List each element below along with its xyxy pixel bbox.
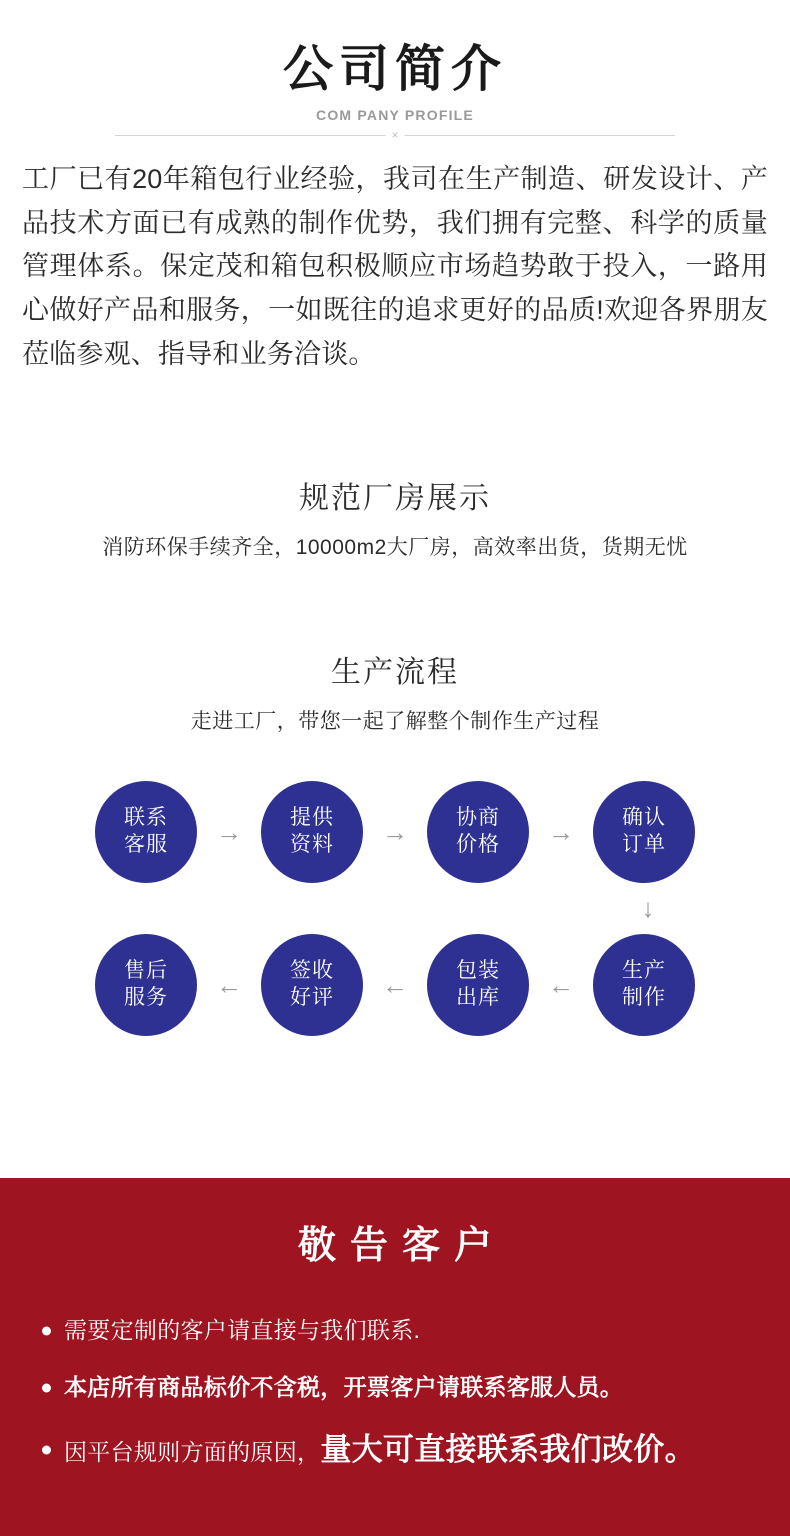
page-header <box>0 0 790 142</box>
notice-item-text: 需要定制的客户请直接与我们联系. <box>64 1317 421 1343</box>
flow-node-line2: 客服 <box>124 832 168 856</box>
customer-notice-banner <box>0 1178 790 1536</box>
notice-item-emphasis: 量大可直接联系我们改价。 <box>320 1432 696 1468</box>
company-intro-paragraph: 工厂已有20年箱包行业经验，我司在生产制造、研发设计、产品技术方面已有成熟的制作优势，我们拥有完整、科学的质量管理体系。保定茂和箱包积极顺应市场趋势敢于投入，一路用心做好产品和服务，一如既往的追求更好的品质!欢迎各界朋友莅临参观、指导和业务洽谈。 <box>22 164 768 369</box>
flow-node-line1: 提供 <box>290 806 334 830</box>
flow-node-pack-ship <box>427 934 529 1036</box>
divider-x-icon: × <box>385 128 404 142</box>
arrow-right-icon: → <box>548 816 574 847</box>
process-section <box>0 647 790 1036</box>
flow-row-top <box>95 781 695 883</box>
flow-node-negotiate-price <box>427 781 529 883</box>
flow-node-line2: 出库 <box>456 985 500 1009</box>
flow-node-production <box>593 934 695 1036</box>
notice-item-text: 本店所有商品标价不含税，开票客户请联系客服人员。 <box>64 1374 624 1401</box>
flow-node-line1: 售后 <box>124 959 168 983</box>
workshop-subtitle: 消防环保手续齐全，10000m2大厂房，高效率出货，货期无忧 <box>102 535 688 559</box>
process-title: 生产流程 <box>331 655 459 689</box>
bullet-icon <box>42 1383 51 1392</box>
flow-node-line2: 订单 <box>622 832 666 856</box>
notice-item <box>64 1429 754 1471</box>
notice-title: 敬告客户 <box>297 1225 506 1267</box>
arrow-left-icon: ← <box>216 969 242 1000</box>
flow-node-line1: 协商 <box>456 806 500 830</box>
flow-node-provide-materials <box>261 781 363 883</box>
flow-connector-row <box>0 883 790 934</box>
flow-row-bottom <box>95 934 695 1036</box>
flow-node-line1: 生产 <box>622 959 666 983</box>
flow-node-line2: 价格 <box>456 832 500 856</box>
flow-node-line2: 好评 <box>290 985 334 1009</box>
bullet-icon <box>42 1326 51 1335</box>
notice-list <box>0 1315 790 1471</box>
flow-node-line2: 资料 <box>290 832 334 856</box>
notice-item <box>64 1372 754 1403</box>
flow-node-line1: 联系 <box>124 806 168 830</box>
page-title: 公司简介 <box>283 41 507 97</box>
flow-node-line2: 服务 <box>124 985 168 1009</box>
flow-node-line1: 签收 <box>290 959 334 983</box>
notice-item-text: 因平台规则方面的原因， <box>64 1439 321 1466</box>
bullet-icon <box>42 1446 51 1455</box>
flow-node-confirm-order <box>593 781 695 883</box>
notice-item <box>64 1315 754 1346</box>
arrow-left-icon: ← <box>548 969 574 1000</box>
flow-node-line2: 制作 <box>622 985 666 1009</box>
arrow-left-icon: ← <box>382 969 408 1000</box>
flow-node-sign-review <box>261 934 363 1036</box>
flow-node-after-sales <box>95 934 197 1036</box>
flow-node-line1: 包装 <box>456 959 500 983</box>
header-divider <box>115 128 675 142</box>
process-subtitle: 走进工厂，带您一起了解整个制作生产过程 <box>190 709 600 733</box>
arrow-right-icon: → <box>382 816 408 847</box>
workshop-section <box>0 473 790 561</box>
page-subtitle: COM PANY PROFILE <box>316 107 474 123</box>
flow-node-line1: 确认 <box>622 806 666 830</box>
flow-node-contact-service <box>95 781 197 883</box>
arrow-down-icon: ↓ <box>641 892 655 923</box>
workshop-title: 规范厂房展示 <box>299 481 491 515</box>
process-flowchart <box>0 781 790 1036</box>
arrow-right-icon: → <box>216 816 242 847</box>
